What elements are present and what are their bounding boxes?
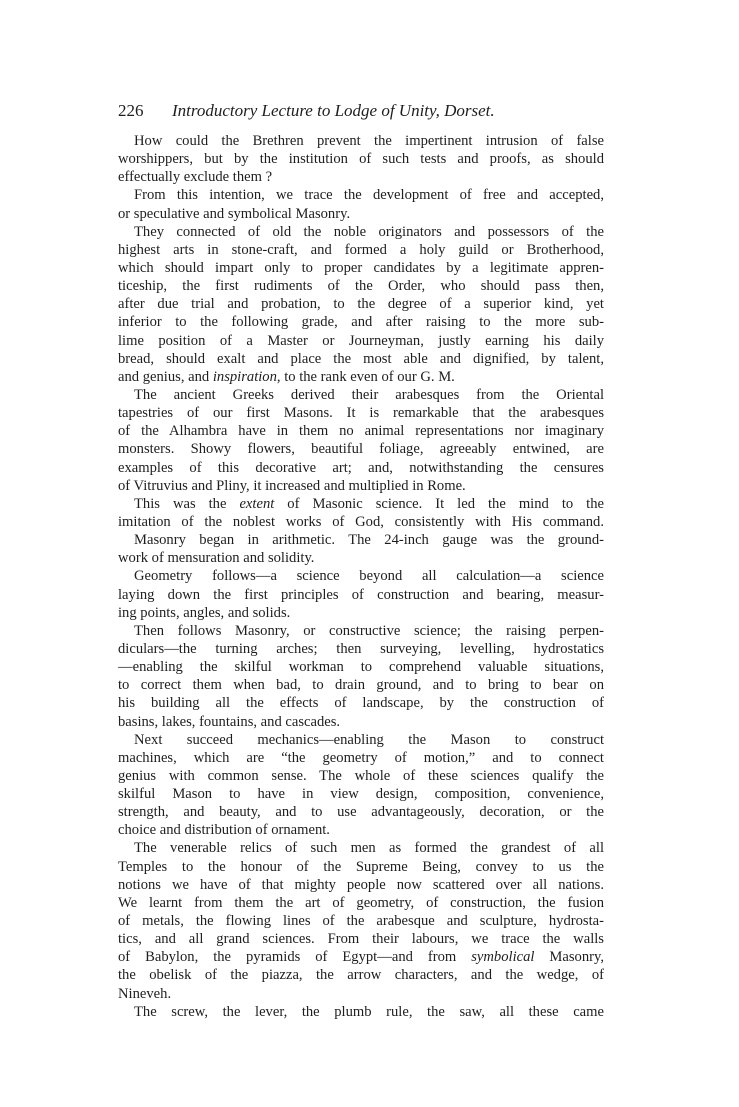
- text-line: [118, 839, 604, 857]
- text-line: [118, 785, 604, 803]
- text-segment: of the Alhambra have in them no animal representations nor imaginary: [118, 423, 604, 440]
- text-line: [118, 912, 604, 930]
- text-line: [118, 368, 604, 386]
- text-line: [118, 295, 604, 313]
- text-segment: How could the Brethren prevent the impertinent intrusion of false: [134, 133, 604, 149]
- text-segment: monsters. Showy flowers, beautiful foliage, agreeably entwined, are: [118, 441, 604, 458]
- text-segment: ing points, angles, and solids.: [118, 604, 291, 621]
- text-line: [118, 966, 604, 984]
- text-segment: effectually exclude them ?: [118, 169, 273, 186]
- text-segment: The ancient Greeks derived their arabesques from the Oriental: [134, 386, 604, 403]
- text-segment: tics, and all grand sciences. From their labours, we trace the walls: [118, 931, 604, 948]
- text-segment: after due trial and probation, to the degree of a superior kind, yet: [118, 296, 604, 313]
- text-segment: notions we have of that mighty people now scattered over all nations.: [118, 876, 604, 893]
- text-line: [118, 731, 604, 749]
- text-line: [118, 876, 604, 894]
- text-segment: examples of this decorative art; and, notwithstanding the censures: [118, 459, 604, 476]
- text-line: [118, 513, 604, 531]
- text-segment: basins, lakes, fountains, and cascades.: [118, 713, 341, 730]
- italic-word: symbolical: [471, 949, 535, 966]
- italic-word: extent: [239, 495, 275, 512]
- text-line: [118, 422, 604, 440]
- text-segment: choice and distribution of ornament.: [118, 822, 330, 839]
- page-number: 226: [118, 101, 144, 120]
- text-segment: imitation of the noblest works of God, consistently with His command.: [118, 513, 604, 530]
- text-line: [118, 1003, 604, 1021]
- text-line: [118, 495, 604, 513]
- text-line: [118, 858, 604, 876]
- text-segment: the obelisk of the piazza, the arrow characters, and the wedge, of: [118, 967, 604, 984]
- text-segment: worshippers, but by the institution of such tests and proofs, as should: [118, 151, 604, 168]
- text-line: [118, 168, 604, 186]
- text-line: [118, 567, 604, 585]
- text-segment: diculars—the turning arches; then surveying, levelling, hydrostatics: [118, 640, 604, 657]
- text-segment: work of mensuration and solidity.: [118, 550, 315, 567]
- text-segment: Then follows Masonry, or constructive science; the raising perpen-: [134, 622, 604, 639]
- text-line: [118, 803, 604, 821]
- text-segment: This was the: [134, 495, 240, 512]
- text-segment: which should impart only to proper candidates by a legitimate appren-: [118, 259, 604, 276]
- text-line: [118, 241, 604, 259]
- text-line: [118, 277, 604, 295]
- text-segment: Nineveh.: [118, 985, 172, 1002]
- text-line: [118, 332, 604, 350]
- text-line: [118, 767, 604, 785]
- text-line: [118, 404, 604, 422]
- text-line: [118, 549, 604, 567]
- text-line: [118, 459, 604, 477]
- text-segment: We learnt from them the art of geometry, of construction, the fusion: [118, 894, 604, 911]
- text-line: [118, 386, 604, 404]
- text-line: [118, 586, 604, 604]
- text-segment: machines, which are “the geometry of motion,” and to connect: [118, 749, 604, 766]
- text-line: [118, 948, 604, 966]
- text-segment: to correct them when bad, to drain ground, and to bring to bear on: [118, 677, 604, 694]
- text-line: [118, 622, 604, 640]
- text-line: [118, 676, 604, 694]
- text-segment: bread, should exalt and place the most able and dignified, by talent,: [118, 350, 604, 367]
- text-line: [118, 477, 604, 495]
- text-line: [118, 259, 604, 277]
- text-segment: highest arts in stone-craft, and formed a holy guild or Brotherhood,: [118, 241, 604, 258]
- text-segment: genius with common sense. The whole of these sciences qualify the: [118, 767, 604, 784]
- text-segment: of metals, the flowing lines of the arabesque and sculpture, hydrosta-: [118, 913, 604, 930]
- text-line: [118, 985, 604, 1003]
- text-line: [118, 440, 604, 458]
- text-segment: Masonry,: [534, 949, 605, 966]
- text-line: [118, 350, 604, 368]
- text-segment: The venerable relics of such men as formed the grandest of all: [134, 840, 604, 857]
- body-text: [118, 132, 604, 1021]
- text-line: [118, 604, 604, 622]
- text-line: [118, 223, 604, 241]
- text-segment: Temples to the honour of the Supreme Being, convey to us the: [118, 858, 604, 875]
- text-line: [118, 894, 604, 912]
- text-segment: Masonry began in arithmetic. The 24-inch gauge was the ground-: [134, 532, 604, 549]
- text-segment: of Masonic science. It led the mind to the: [274, 495, 604, 512]
- text-segment: inferior to the following grade, and after raising to the more sub-: [118, 314, 604, 331]
- text-segment: —enabling the skilful workman to comprehend valuable situations,: [118, 659, 604, 676]
- text-segment: From this intention, we trace the development of free and accepted,: [134, 187, 604, 204]
- text-line: [118, 749, 604, 767]
- text-line: [118, 713, 604, 731]
- text-segment: lime position of a Master or Journeyman, justly earning his daily: [118, 332, 604, 349]
- text-segment: tapestries of our first Masons. It is remarkable that the arabesques: [118, 405, 604, 422]
- text-segment: The screw, the lever, the plumb rule, the saw, all these came: [134, 1003, 604, 1020]
- text-line: [118, 313, 604, 331]
- text-segment: of Babylon, the pyramids of Egypt—and from: [118, 949, 472, 966]
- text-segment: his building all the effects of landscape, by the construction of: [118, 695, 604, 712]
- text-segment: or speculative and symbolical Masonry.: [118, 205, 351, 222]
- text-segment: Geometry follows—a science beyond all calculation—a science: [134, 568, 604, 585]
- running-title: Introductory Lecture to Lodge of Unity, Dorset.: [172, 101, 495, 120]
- text-segment: ticeship, the first rudiments of the Order, who should pass then,: [118, 278, 604, 295]
- text-segment: strength, and beauty, and to use advantageously, decoration, or the: [118, 804, 604, 821]
- text-segment: They connected of old the noble originators and possessors of the: [134, 223, 604, 240]
- text-line: [118, 205, 604, 223]
- text-line: [118, 132, 604, 150]
- text-line: [118, 640, 604, 658]
- italic-word: inspiration: [212, 368, 277, 385]
- text-line: [118, 821, 604, 839]
- running-header: [118, 101, 495, 121]
- text-segment: skilful Mason to have in view design, composition, convenience,: [118, 786, 604, 803]
- text-segment: of Vitruvius and Pliny, it increased and multiplied in Rome.: [118, 477, 466, 494]
- text-line: [118, 930, 604, 948]
- text-line: [118, 531, 604, 549]
- text-segment: laying down the first principles of construction and bearing, measur-: [118, 586, 604, 603]
- text-line: [118, 186, 604, 204]
- text-segment: and genius, and: [118, 368, 213, 385]
- text-segment: Next succeed mechanics—enabling the Mason to construct: [134, 731, 604, 748]
- text-line: [118, 658, 604, 676]
- text-line: [118, 150, 604, 168]
- text-line: [118, 694, 604, 712]
- text-segment: , to the rank even of our G. M.: [276, 368, 455, 385]
